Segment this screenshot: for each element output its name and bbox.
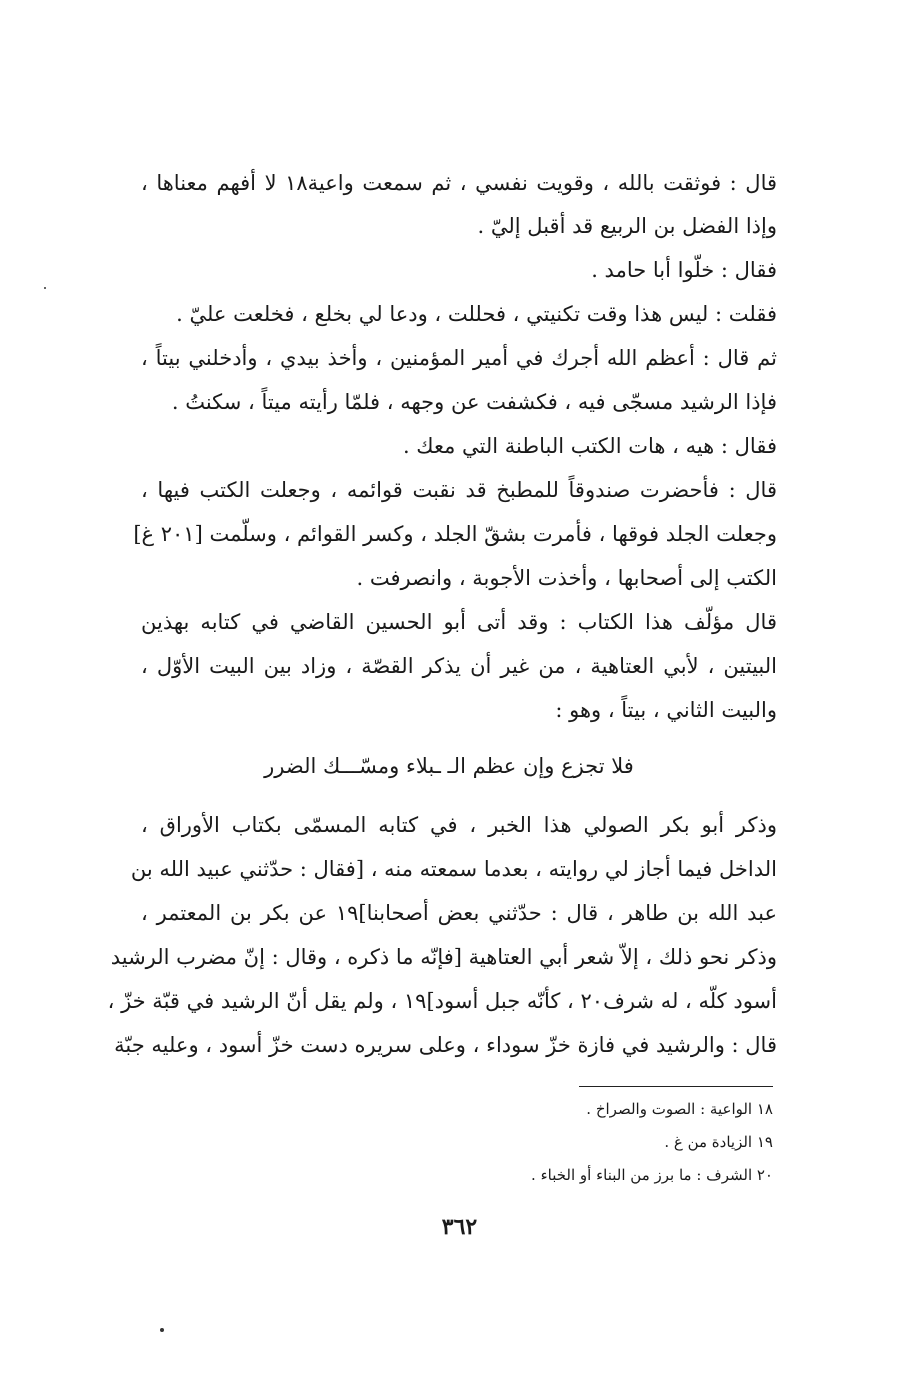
footnote: ٢٠ الشرف : ما برز من البناء أو الخباء .	[531, 1166, 773, 1184]
text-line: فإذا الرشيد مسجّى فيه ، فكشفت عن وجهه ، فلمّا رأيته ميتاً ، سكنتُ .	[171, 390, 777, 414]
text-line: وذكر أبو بكر الصولي هذا الخبر ، في كتابه المسمّى بكتاب الأوراق ،	[141, 813, 777, 837]
text-line: والبيت الثاني ، بيتاً ، وهو :	[555, 698, 777, 722]
text-line: عبد الله بن طاهر ، قال : حدّثني بعض أصحابنا]١٩ عن بكر بن المعتمر ،	[141, 901, 777, 925]
poem-verse: فلا تجزع وإن عظم الـ ـبلاء ومسّـــك الضرر	[264, 754, 634, 778]
text-line: وذكر نحو ذلك ، إلاّ شعر أبي العتاهية [فإنّه ما ذكره ، وقال : إنّ مضرب الرشيد	[110, 945, 777, 969]
text-line: قال : فوثقت بالله ، وقويت نفسي ، ثم سمعت واعية١٨ لا أفهم معناها ،	[141, 171, 778, 195]
text-line: أسود كلّه ، له شرف٢٠ ، كأنّه جبل أسود]١٩ ، ولم يقل أنّ الرشيد في قبّة خزّ ،	[107, 989, 777, 1013]
ink-speck	[44, 287, 46, 289]
page-number: ٣٦٢	[441, 1214, 478, 1240]
text-line: وإذا الفضل بن الربيع قد أقبل إليّ .	[477, 214, 777, 238]
footnote: ١٩ الزيادة من غ .	[664, 1133, 773, 1151]
ink-speck	[160, 1328, 164, 1332]
text-line: الكتب إلى أصحابها ، وأخذت الأجوبة ، وانصرفت .	[356, 566, 777, 590]
text-line: قال : والرشيد في فازة خزّ سوداء ، وعلى سريره دست خزّ أسود ، وعليه جبّة	[114, 1033, 777, 1057]
text-line: وجعلت الجلد فوقها ، فأمرت بشقّ الجلد ، وكسر القوائم ، وسلّمت [٢٠١ غ]	[133, 522, 777, 546]
text-line: الداخل فيما أجاز لي روايته ، بعدما سمعته منه ، [فقال : حدّثني عبيد الله بن	[130, 857, 777, 881]
footnote-divider	[579, 1086, 773, 1087]
text-line: قال مؤلّف هذا الكتاب : وقد أتى أبو الحسين القاضي في كتابه بهذين	[141, 610, 777, 634]
text-line: فقلت : ليس هذا وقت تكنيتي ، فحللت ، ودعا لي بخلع ، فخلعت عليّ .	[176, 302, 777, 326]
text-line: البيتين ، لأبي العتاهية ، من غير أن يذكر القصّة ، وزاد بين البيت الأوّل ،	[141, 654, 777, 678]
text-line: فقال : خلّوا أبا حامد .	[591, 258, 777, 282]
text-line: ثم قال : أعظم الله أجرك في أمير المؤمنين ، وأخذ بيدي ، وأدخلني بيتاً ،	[141, 346, 777, 370]
footnote: ١٨ الواعية : الصوت والصراخ .	[586, 1100, 773, 1118]
text-line: قال : فأحضرت صندوقاً للمطبخ قد نقبت قوائمه ، وجعلت الكتب فيها ،	[141, 478, 777, 502]
text-line: فقال : هيه ، هات الكتب الباطنة التي معك .	[402, 434, 777, 458]
